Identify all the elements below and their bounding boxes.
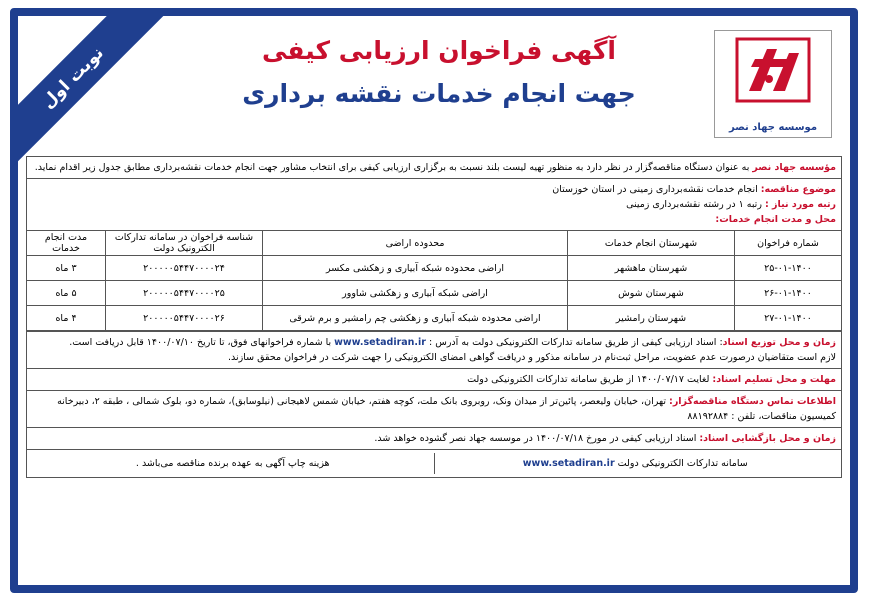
contact-label: اطلاعات تماس دستگاه مناقصه‌گزار: <box>669 396 836 407</box>
table-cell: اراضی محدوده شبکه آبیاری و زهکشی مکسر <box>263 256 568 281</box>
ad-subtitle: جهت انجام خدمات نقشه برداری <box>242 79 636 108</box>
intro-org: مؤسسه جهاد نصر <box>752 162 836 173</box>
distribution-box <box>26 331 842 368</box>
ad-frame <box>10 8 858 593</box>
distribution-label: زمان و محل توزیع اسناد <box>722 337 836 348</box>
footer-cost: هزینه چاپ آگهی به عهده برنده مناقصه می‌باشد . <box>32 453 435 474</box>
table-header: شهرستان انجام خدمات <box>568 231 735 256</box>
rank-value: رتبه ۱ در رشته نقشه‌برداری زمینی <box>626 199 765 210</box>
subject-box <box>26 178 842 230</box>
footer-box <box>26 449 842 478</box>
table-cell: شهرستان شوش <box>568 281 735 306</box>
logo-name: موسسه جهاد نصر <box>728 122 818 133</box>
location-label: محل و مدت انجام خدمات: <box>715 214 836 225</box>
table-cell: ۲۶-۰۱-۱۴۰۰ <box>735 281 842 306</box>
distribution-text-2: با شماره فراخوانهای فوق، تا تاریخ ۱۴۰۰/۰۷/۱۰ قابل دریافت است. <box>69 337 335 348</box>
table-row <box>27 281 842 306</box>
footer-system-label: سامانه تدارکات الکترونیکی دولت <box>617 458 748 469</box>
ad-title: آگهی فراخوان ارزیابی کیفی <box>262 36 616 65</box>
deadline-label: مهلت و محل تسلیم اسناد: <box>712 374 836 385</box>
table-cell: اراضی محدوده شبکه آبیاری و زهکشی چم رامشیر و برم شرقی <box>263 306 568 331</box>
footer-link[interactable]: www.setadiran.ir <box>522 458 615 469</box>
table-cell: ۲۷-۰۱-۱۴۰۰ <box>735 306 842 331</box>
table-cell: ۲۰۰۰۰۰۵۴۴۷۰۰۰۰۲۴ <box>106 256 263 281</box>
services-table <box>26 230 842 331</box>
intro-text: به عنوان دستگاه مناقصه‌گزار در نظر دارد به منظور تهیه لیست بلند نسبت به برگزاری ارزیابی کیفی برای انتخاب مشاور جهت انجام خدمات نقشه‌برداری مطابق جدول زیر اقدام نماید. <box>34 162 753 173</box>
opening-box <box>26 427 842 449</box>
table-cell: شهرستان رامشیر <box>568 306 735 331</box>
ribbon-label: نوبت اول <box>10 8 168 173</box>
table-cell: ۲۰۰۰۰۰۵۴۴۷۰۰۰۰۲۶ <box>106 306 263 331</box>
table-header: مدت انجام خدمات <box>27 231 106 256</box>
table-cell: ۵ ماه <box>27 281 106 306</box>
table-cell: ۲۵-۰۱-۱۴۰۰ <box>735 256 842 281</box>
footer-system <box>435 453 837 474</box>
table-cell: ۲۰۰۰۰۰۵۴۴۷۰۰۰۰۲۵ <box>106 281 263 306</box>
logo-mark-icon <box>715 31 831 117</box>
table-cell: ۴ ماه <box>27 306 106 331</box>
distribution-note: لازم است متقاضیان درصورت عدم عضویت، مراحل ثبت‌نام در سامانه مذکور و دریافت گواهی امضای الکترونیکی را جهت شرکت در فراخوان محقق سازند. <box>227 352 836 363</box>
table-row <box>27 306 842 331</box>
ad-titles <box>188 30 690 108</box>
deadline-value: لغایت ۱۴۰۰/۰۷/۱۷ از طریق سامانه تدارکات الکترونیکی دولت <box>467 374 713 385</box>
table-cell: شهرستان ماهشهر <box>568 256 735 281</box>
table-header: شماره فراخوان <box>735 231 842 256</box>
table-header: شناسه فراخوان در سامانه تدارکات الکترونیک دولت <box>106 231 263 256</box>
deadline-box <box>26 368 842 390</box>
subject-label: موضوع مناقصه: <box>760 184 836 195</box>
table-header: محدوده اراضی <box>263 231 568 256</box>
opening-value: اسناد ارزیابی کیفی در مورخ ۱۴۰۰/۰۷/۱۸ در موسسه جهاد نصر گشوده خواهد شد. <box>374 433 700 444</box>
contact-value: تهران، خیابان ولیعصر، پائین‌تر از میدان ونک، روبروی بانک ملت، کوچه هفتم، خیابان شمس لاهیجانی (نیلوسابق)، شماره دو، بلوک شمالی ، طبقه ۲، دبیرخانه کمیسیون مناقصات، تلفن : ۸۸۱۹۲۸۸۴ <box>57 396 836 422</box>
distribution-link[interactable]: www.setadiran.ir <box>334 337 426 348</box>
subject-value: انجام خدمات نقشه‌برداری زمینی در استان خوزستان <box>552 184 761 195</box>
table-header-row <box>27 231 842 256</box>
org-logo <box>714 30 832 138</box>
table-row <box>27 256 842 281</box>
opening-label: زمان و محل بازگشایی اسناد: <box>699 433 836 444</box>
table-cell: اراضی شبکه آبیاری و زهکشی شاوور <box>263 281 568 306</box>
intro-box <box>26 156 842 178</box>
rank-label: رتبه مورد نیاز : <box>764 199 836 210</box>
contact-box <box>26 390 842 427</box>
ad-body <box>26 156 842 478</box>
corner-ribbon <box>10 8 180 178</box>
distribution-text: : اسناد ارزیابی کیفی از طریق سامانه تدارکات الکترونیکی دولت به آدرس : <box>426 337 723 348</box>
table-cell: ۳ ماه <box>27 256 106 281</box>
